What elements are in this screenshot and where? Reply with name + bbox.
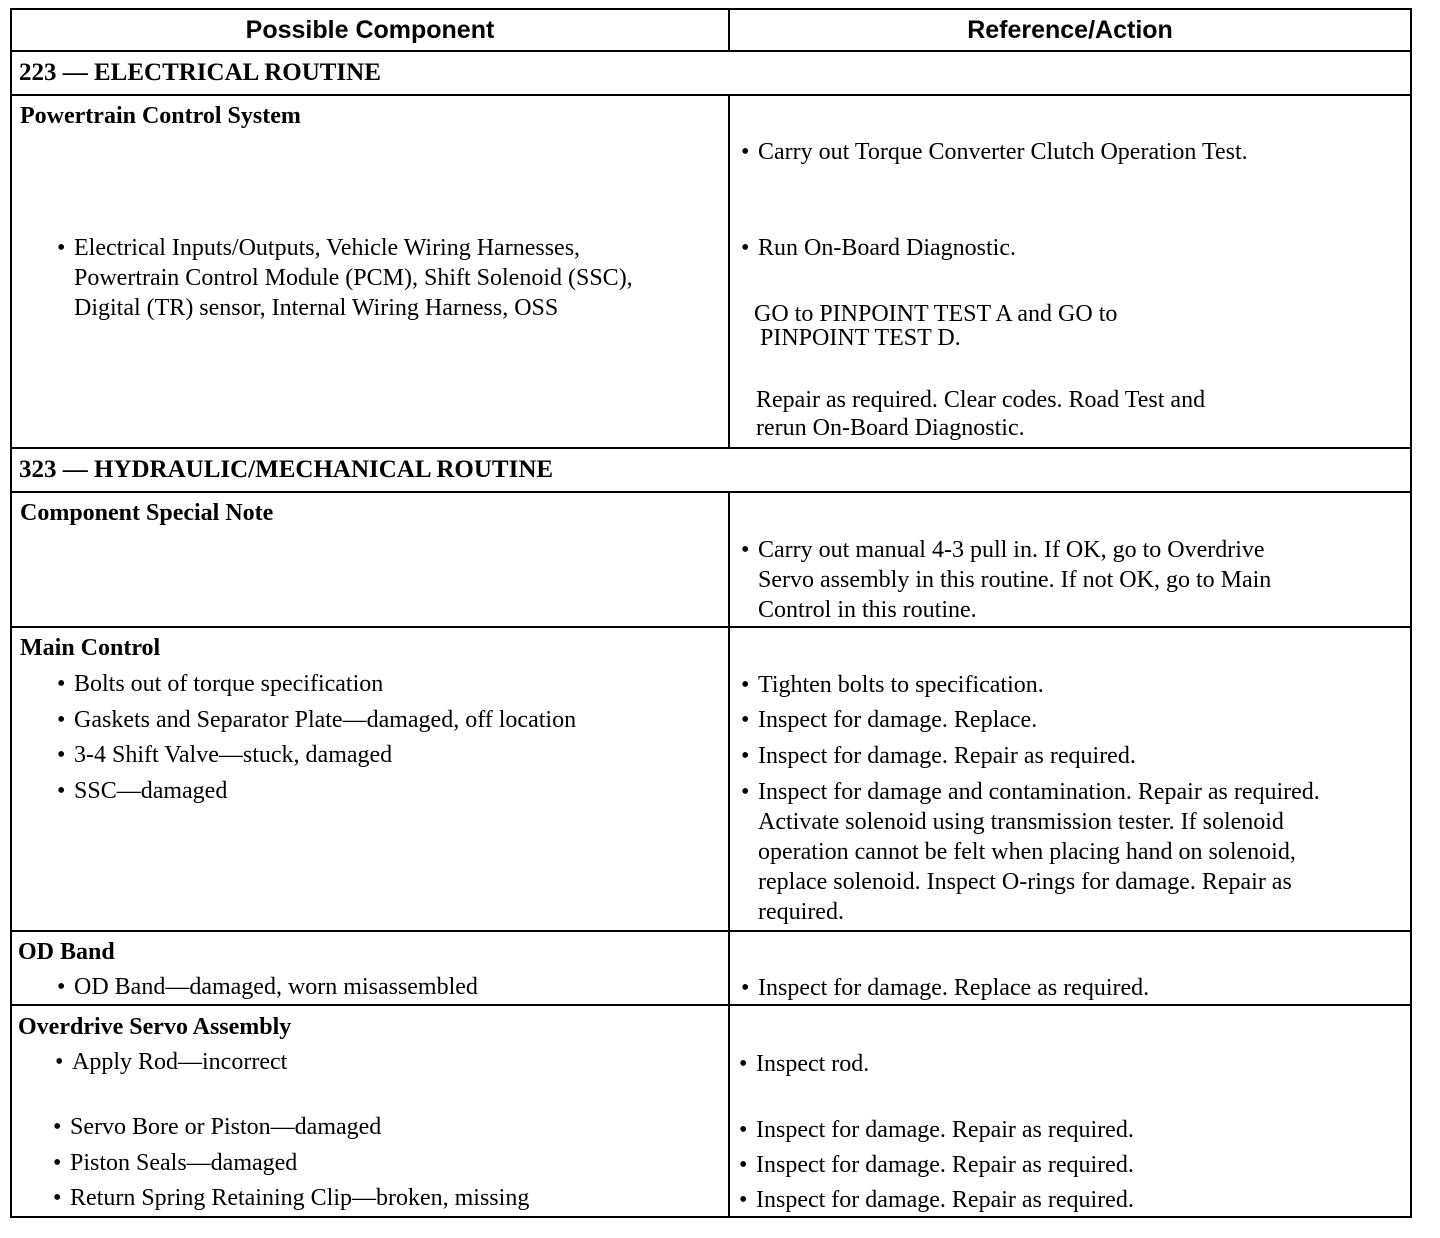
group-title-powertrain: Powertrain Control System bbox=[20, 103, 301, 129]
component-item: • Servo Bore or Piston—damaged bbox=[70, 1112, 381, 1142]
special-note-component-cell bbox=[11, 492, 729, 627]
powertrain-action-cell bbox=[729, 95, 1411, 448]
component-item: • Bolts out of torque specification bbox=[74, 669, 383, 699]
action-line: Repair as required. Clear codes. Road Test and bbox=[756, 387, 1206, 413]
row-main-control bbox=[11, 627, 1411, 931]
action-item: • Inspect for damage. Repair as required. bbox=[756, 1115, 1134, 1145]
main-control-component-cell bbox=[11, 627, 729, 931]
special-note-action-cell bbox=[729, 492, 1411, 627]
action-line: replace solenoid. Inspect O-rings for damage. Repair as bbox=[758, 869, 1292, 895]
action-item: • Run On-Board Diagnostic. bbox=[758, 233, 1016, 263]
section-title-electrical: 223 — ELECTRICAL ROUTINE bbox=[11, 51, 1411, 95]
component-item: • 3-4 Shift Valve—stuck, damaged bbox=[74, 740, 392, 770]
row-overdrive-servo bbox=[11, 1005, 1411, 1217]
od-band-component-cell bbox=[11, 931, 729, 1005]
servo-component-cell bbox=[11, 1005, 729, 1217]
component-item: • Return Spring Retaining Clip—broken, missing bbox=[70, 1183, 529, 1213]
od-band-action-cell bbox=[729, 931, 1411, 1005]
action-item: • Inspect for damage. Replace as required. bbox=[758, 973, 1149, 1003]
group-title-servo: Overdrive Servo Assembly bbox=[18, 1014, 292, 1040]
action-line: rerun On-Board Diagnostic. bbox=[756, 415, 1025, 441]
header-row bbox=[11, 9, 1411, 51]
servo-action-cell bbox=[729, 1005, 1411, 1217]
group-title-od-band: OD Band bbox=[18, 939, 115, 965]
row-powertrain-control-system bbox=[11, 95, 1411, 448]
action-item: • Inspect for damage. Replace. bbox=[758, 705, 1037, 735]
action-line: GO to PINPOINT TEST A and GO to bbox=[754, 301, 1118, 327]
action-item: • Tighten bolts to specification. bbox=[758, 670, 1044, 700]
action-item: • Inspect for damage. Repair as required. bbox=[756, 1185, 1134, 1215]
header-reference-action: Reference/Action bbox=[729, 9, 1411, 51]
powertrain-component-cell bbox=[11, 95, 729, 448]
action-item: • Inspect for damage. Repair as required. bbox=[758, 741, 1136, 771]
action-line: Activate solenoid using transmission tester. If solenoid bbox=[758, 809, 1284, 835]
action-line: operation cannot be felt when placing hand on solenoid, bbox=[758, 839, 1296, 865]
action-item: • Inspect for damage. Repair as required. bbox=[756, 1150, 1134, 1180]
component-item: • OD Band—damaged, worn misassembled bbox=[74, 972, 478, 1002]
action-item: • Inspect for damage and contamination. Repair as required. bbox=[758, 777, 1320, 807]
header-possible-component: Possible Component bbox=[11, 9, 729, 51]
section-header-hydraulic bbox=[11, 448, 1411, 492]
action-item: • Carry out manual 4-3 pull in. If OK, go to Overdrive bbox=[758, 535, 1265, 565]
group-title-special-note: Component Special Note bbox=[20, 500, 274, 526]
group-title-main-control: Main Control bbox=[20, 635, 161, 661]
component-line: • Electrical Inputs/Outputs, Vehicle Wiring Harnesses, bbox=[74, 233, 580, 263]
row-od-band bbox=[11, 931, 1411, 1005]
component-item: • SSC—damaged bbox=[74, 776, 227, 806]
action-line: PINPOINT TEST D. bbox=[760, 325, 961, 351]
component-item: • Piston Seals—damaged bbox=[70, 1148, 297, 1178]
section-title-hydraulic: 323 — HYDRAULIC/MECHANICAL ROUTINE bbox=[11, 448, 1411, 492]
action-line: required. bbox=[758, 899, 844, 925]
component-item: • Apply Rod—incorrect bbox=[72, 1047, 287, 1077]
action-item: • Carry out Torque Converter Clutch Operation Test. bbox=[758, 137, 1248, 167]
action-item: • Inspect rod. bbox=[756, 1049, 869, 1079]
action-line: Servo assembly in this routine. If not OK, go to Main bbox=[758, 567, 1272, 593]
component-line: Powertrain Control Module (PCM), Shift Solenoid (SSC), bbox=[74, 265, 633, 291]
component-item: • Gaskets and Separator Plate—damaged, off location bbox=[74, 705, 576, 735]
main-control-action-cell bbox=[729, 627, 1411, 931]
section-header-electrical bbox=[11, 51, 1411, 95]
diagnostic-table-page bbox=[10, 8, 1410, 1218]
action-line: Control in this routine. bbox=[758, 597, 977, 623]
component-line: Digital (TR) sensor, Internal Wiring Harness, OSS bbox=[74, 295, 559, 321]
row-component-special-note bbox=[11, 492, 1411, 627]
diagnostic-table bbox=[10, 8, 1412, 1218]
